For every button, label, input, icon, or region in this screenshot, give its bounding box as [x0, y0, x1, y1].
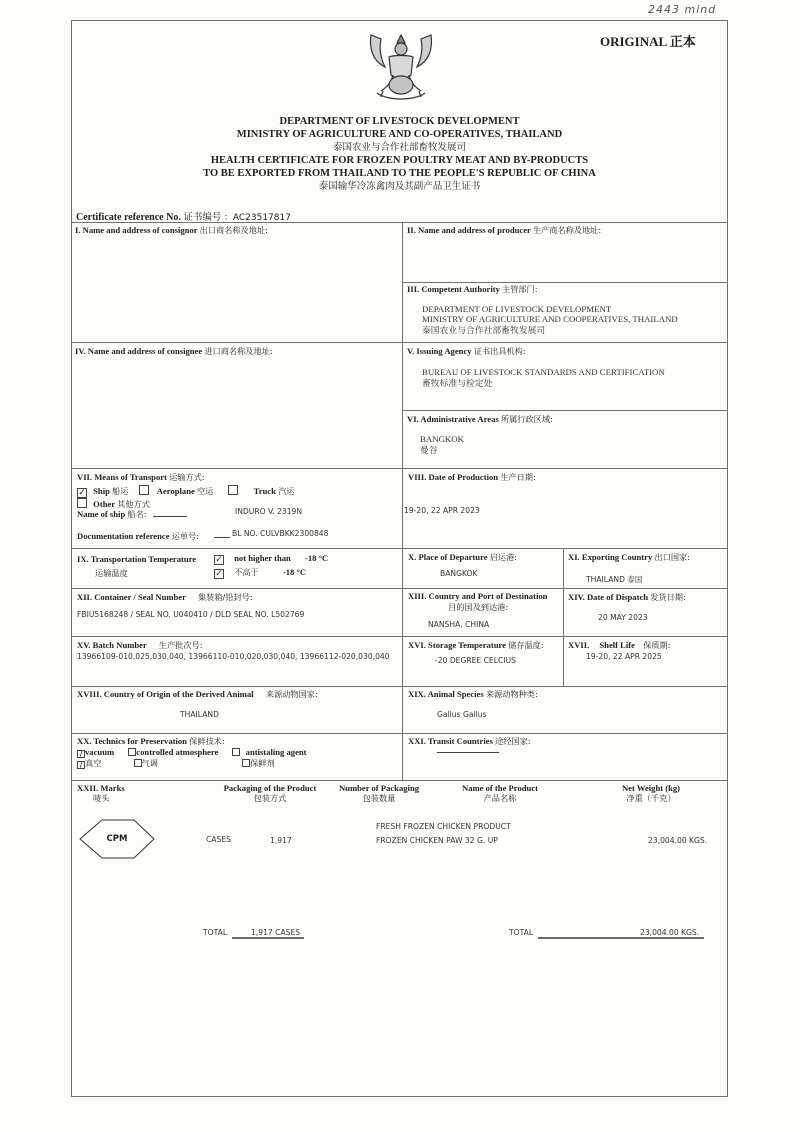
grid-line: [402, 222, 403, 780]
doc-reference-underline: [214, 537, 230, 538]
row-net-weight: 23,004.00 KGS.: [648, 836, 708, 845]
doc-reference-label: Documentation reference 运单号:: [77, 531, 199, 541]
column-product-name: Name of the Product 产品名称: [462, 783, 538, 803]
destination-value: NANSHA, CHINA: [428, 620, 490, 629]
product-group-name: FRESH FROZEN CHICKEN PRODUCT: [376, 822, 511, 831]
header-ministry-zh: 泰国农业与合作社部畜牧发展司: [332, 142, 466, 153]
row-count: 1,917: [270, 836, 292, 845]
certificate-reference-label: Certificate reference No.: [76, 212, 181, 223]
preservation-options-zh: / 真空 气调 保鲜剂: [77, 758, 275, 769]
section-container-seal-label: XII. Container / Seal Number 集装箱/铅封号:: [77, 592, 253, 602]
section-date-of-production-label: VIII. Date of Production 生产日期:: [408, 472, 536, 482]
section-origin-country-label: XVIII. Country of Origin of the Derived Animal 来源动物国家:: [77, 689, 318, 699]
date-of-production-value: 19-20, 22 APR 2023: [404, 506, 480, 515]
section-animal-species-label: XIX. Animal Species 来源动物种类:: [408, 689, 538, 699]
storage-temperature-value: -20 DEGREE CELCIUS: [435, 656, 516, 665]
section-exporting-country-label: XI. Exporting Country 出口国家:: [568, 552, 690, 562]
grid-line: [71, 733, 728, 734]
header-title-zh: 泰国输华冷冻禽肉及其副产品卫生证书: [318, 181, 481, 192]
exporting-country-value: THAILAND 泰国: [586, 575, 643, 584]
header-ministry: MINISTRY OF AGRICULTURE AND CO-OPERATIVES, THAILAND: [236, 129, 563, 140]
grid-line: [71, 636, 728, 637]
total-weight-underline: [538, 937, 704, 939]
total-weight-label: TOTAL: [509, 928, 534, 937]
cpm-mark-text: CPM: [106, 834, 128, 844]
section-destination-label: XIII. Country and Port of Destination: [408, 591, 548, 601]
doc-reference-value: BL NO. CULVBKK2300848: [232, 529, 329, 538]
transit-countries-blank: [437, 752, 499, 753]
column-packaging: Packaging of the Product 包装方式: [223, 783, 317, 803]
place-of-departure-value: BANGKOK: [440, 569, 478, 578]
ship-checkbox[interactable]: ✓: [78, 488, 86, 498]
total-weight-value: 23,004.00 KGS.: [640, 928, 700, 937]
total-cases-underline: [232, 937, 304, 939]
administrative-area-line1: BANGKOK: [420, 434, 464, 444]
certificate-reference-number: ：AC23517817: [223, 213, 291, 223]
issuing-agency-line1: BUREAU OF LIVESTOCK STANDARDS AND CERTIFICATION: [422, 367, 665, 377]
grid-line: [71, 780, 728, 781]
antistaling-agent-checkbox[interactable]: [232, 748, 240, 756]
certificate-reference-label-zh: 证书编号: [183, 212, 222, 223]
vacuum-checkbox[interactable]: /: [77, 750, 85, 758]
section-batch-number-label: XV. Batch Number 生产批次号:: [77, 640, 203, 650]
section-preservation-label: XX. Technics for Preservation 保鲜技术:: [77, 736, 225, 746]
grid-line: [71, 468, 728, 469]
grid-line: [563, 548, 564, 686]
transport-temperature-zh: ✓ 不高于 -18 °C: [215, 567, 307, 579]
grid-line: [71, 686, 728, 687]
grid-line: [71, 222, 728, 223]
certificate-reference: [76, 209, 291, 223]
section-producer-label: II. Name and address of producer 生产商名称及地址:: [407, 225, 602, 235]
batch-number-value: 13966109-010,025,030,040, 13966110-010,020,030,040, 13966112-020,030,040: [77, 652, 390, 661]
animal-species-value: Gallus Gallus: [437, 710, 487, 719]
row-product-name: FROZEN CHICKEN PAW 32 G. UP: [376, 836, 498, 845]
transport-options-row2: Other 其他方式: [77, 498, 150, 510]
origin-country-value: THAILAND: [180, 710, 219, 719]
header-export-title: TO BE EXPORTED FROM THAILAND TO THE PEOPLE'S REPUBLIC OF CHINA: [203, 168, 596, 179]
section-consignee-label: IV. Name and address of consignee 进口商名称及地址:: [75, 346, 273, 356]
container-seal-value: FBIU5168248 / SEAL NO. U040410 / DLD SEAL NO. L502769: [77, 610, 305, 619]
section-storage-temperature-label: XVI. Storage Temperature 储存温度:: [408, 640, 544, 650]
transport-temperature-label-zh: 运输温度: [95, 568, 128, 578]
section-administrative-areas-label: VI. Administrative Areas 所属行政区域:: [407, 414, 553, 424]
column-net-weight: Net Weight (kg) 净重（千克）: [621, 783, 681, 803]
handwritten-note: 2443 mind: [648, 3, 717, 16]
original-label: ORIGINAL 正本: [600, 34, 696, 49]
truck-checkbox[interactable]: [228, 485, 238, 495]
ship-name-value: INDURO V. 2319N: [235, 507, 303, 516]
controlled-atmosphere-checkbox[interactable]: [128, 748, 136, 756]
section-transport-temperature-label: IX. Transportation Temperature: [77, 554, 197, 564]
temperature-checkbox-zh[interactable]: ✓: [215, 569, 223, 579]
grid-line: [402, 282, 728, 283]
section-means-of-transport-label: VII. Means of Transport 运输方式:: [77, 472, 205, 482]
section-transit-countries-label: XXI. Transit Countries 途经国家:: [408, 736, 531, 746]
section-consignor-label: I. Name and address of consignor 出口商名称及地址:: [75, 225, 268, 235]
temperature-checkbox-en[interactable]: ✓: [215, 555, 223, 565]
column-marks: XXII. Marks 唛头: [77, 783, 125, 803]
grid-line: [71, 548, 728, 549]
transport-temperature-en: ✓ not higher than -18 °C: [215, 553, 329, 565]
section-place-of-departure-label: X. Place of Departure 启运港:: [408, 552, 518, 562]
aeroplane-checkbox[interactable]: [139, 485, 149, 495]
preservation-options-en: / vacuum controlled atmosphere antistaling agent: [77, 747, 307, 758]
competent-authority-line2: MINISTRY OF AGRICULTURE AND COOPERATIVES, THAILAND: [422, 314, 678, 324]
total-cases-label: TOTAL: [203, 928, 228, 937]
section-competent-authority-label: III. Competent Authority 主管部门:: [407, 284, 538, 294]
total-cases-value: 1,917 CASES: [251, 928, 301, 937]
transport-options-row1: ✓ Ship 船运 Aeroplane 空运 Truck 汽运: [78, 486, 295, 498]
grid-line: [71, 588, 728, 589]
grid-line: [71, 342, 728, 343]
garuda-emblem-icon: [363, 31, 439, 103]
column-number-of-packaging: Number of Packaging 包装数量: [338, 783, 420, 803]
grid-line: [402, 410, 728, 411]
section-issuing-agency-label: V. Issuing Agency 证书出具机构:: [407, 346, 526, 356]
issuing-agency-line2: 畜牧标准与检定处: [422, 378, 493, 388]
header-department: DEPARTMENT OF LIVESTOCK DEVELOPMENT: [279, 116, 520, 127]
destination-label-zh: 目的国及到达港:: [448, 602, 509, 612]
administrative-area-line2: 曼谷: [420, 445, 438, 455]
competent-authority-line1: DEPARTMENT OF LIVESTOCK DEVELOPMENT: [422, 304, 612, 314]
section-shelf-life-label: XVII. Shelf Life 保质期:: [568, 640, 671, 650]
header-certificate-title: HEALTH CERTIFICATE FOR FROZEN POULTRY MEAT AND BY-PRODUCTS: [210, 155, 589, 166]
date-of-dispatch-value: 20 MAY 2023: [598, 613, 648, 622]
other-checkbox[interactable]: [77, 498, 87, 508]
ship-name-label: Name of ship 船名:: [77, 509, 187, 520]
competent-authority-line3: 泰国农业与合作社部畜牧发展司: [422, 325, 546, 335]
shelf-life-value: 19-20, 22 APR 2025: [586, 652, 662, 661]
section-date-of-dispatch-label: XIV. Date of Dispatch 发货日期:: [568, 592, 686, 602]
row-packaging: CASES: [206, 835, 231, 844]
